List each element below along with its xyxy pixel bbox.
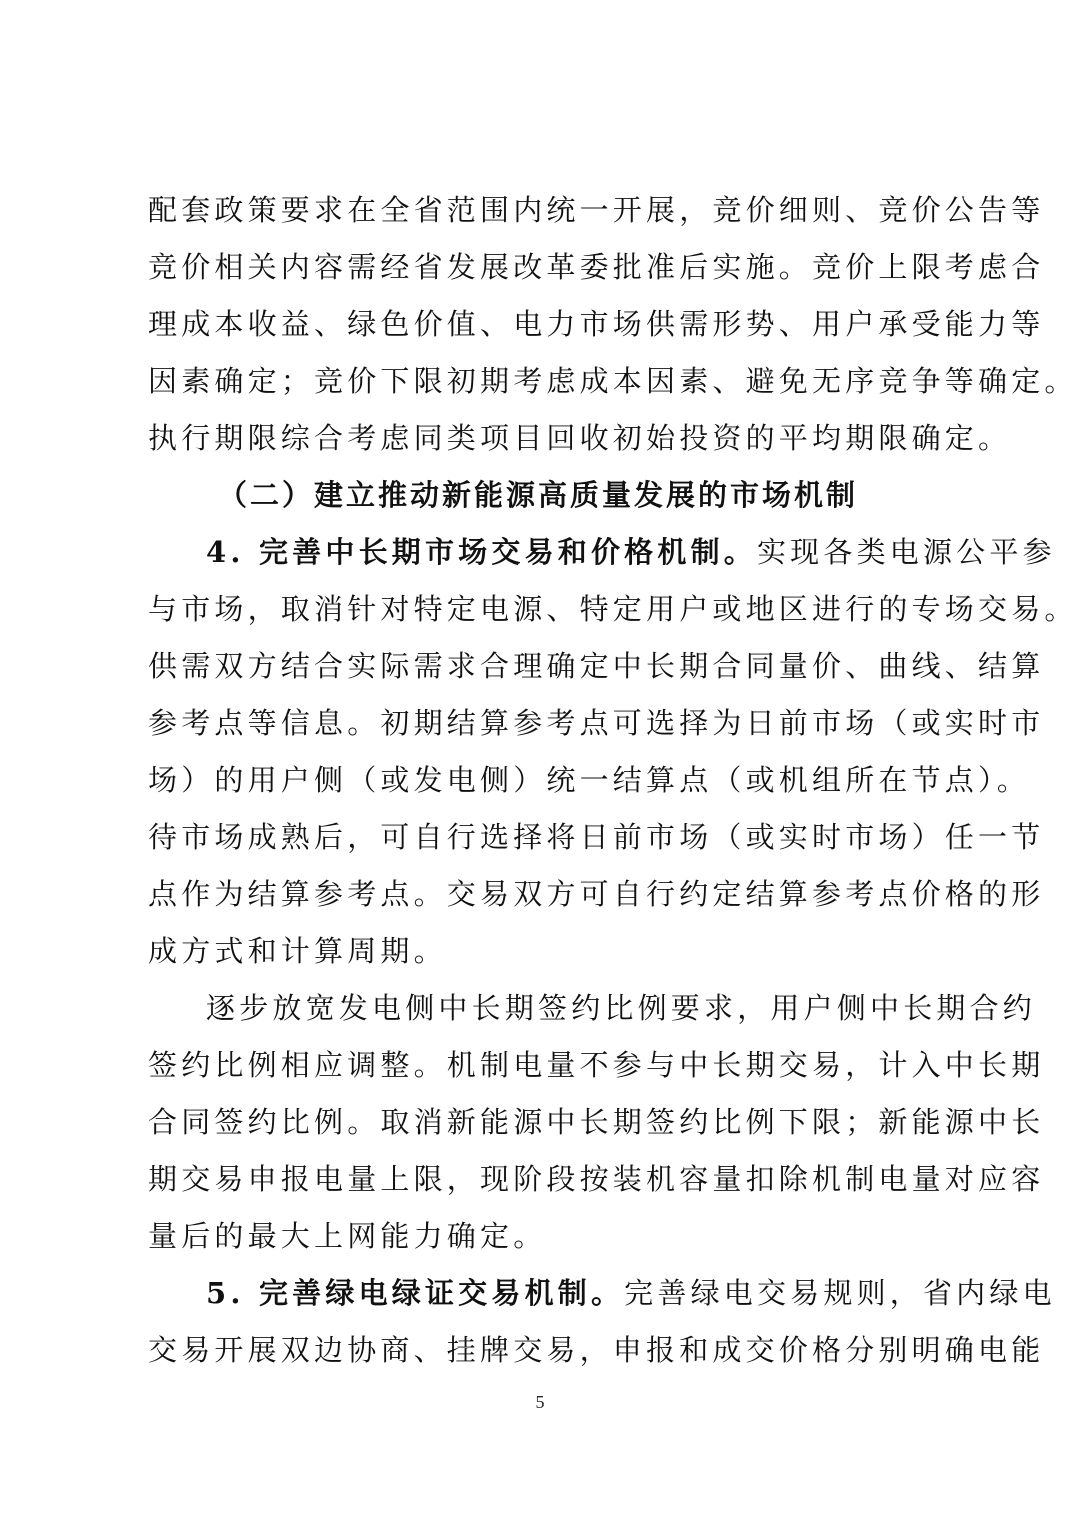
text-line: 场）的用户侧（或发电侧）统一结算点（或机组所在节点）。 <box>148 763 1030 797</box>
text-line: 理成本收益、绿色价值、电力市场供需形势、用户承受能力等 <box>148 307 1045 341</box>
text-line: 待市场成熟后，可自行选择将日前市场（或实时市场）任一节 <box>148 820 1045 854</box>
page-number: 5 <box>535 1392 545 1412</box>
text-line: 执行期限综合考虑同类项目回收初始投资的平均期限确定。 <box>148 421 1012 455</box>
contract-paragraph-first-line: 逐步放宽发电侧中长期签约比例要求，用户侧中长期合约 <box>206 991 1037 1025</box>
item5-first-line <box>148 1265 1056 1322</box>
item4-first-line-rest: 实现各类电源公平参 <box>756 535 1056 569</box>
text-line: 配套政策要求在全省范围内统一开展，竞价细则、竞价公告等 <box>148 193 1045 227</box>
text-line: 点作为结算参考点。交易双方可自行约定结算参考点价格的形 <box>148 877 1045 911</box>
item5-first-line-rest: 完善绿电交易规则，省内绿电 <box>624 1276 1056 1310</box>
item5-title: 5. 完善绿电绿证交易机制。 <box>206 1276 625 1310</box>
text-line: 因素确定；竞价下限初期考虑成本因素、避免无序竞争等确定。 <box>148 364 1078 398</box>
item4-first-line <box>148 524 1056 581</box>
text-line: 参考点等信息。初期结算参考点可选择为日前市场（或实时市 <box>148 706 1045 740</box>
text-line: 量后的最大上网能力确定。 <box>148 1219 547 1253</box>
body-text <box>148 182 1078 1379</box>
text-line: 供需双方结合实际需求合理确定中长期合同量价、曲线、结算 <box>148 649 1045 683</box>
item4-title: 4. 完善中长期市场交易和价格机制。 <box>206 535 757 569</box>
text-line: 竞价相关内容需经省发展改革委批准后实施。竞价上限考虑合 <box>148 250 1045 284</box>
text-line: 期交易申报电量上限，现阶段按装机容量扣除机制电量对应容 <box>148 1162 1045 1196</box>
text-line: 合同签约比例。取消新能源中长期签约比例下限；新能源中长 <box>148 1105 1045 1139</box>
text-line: 签约比例相应调整。机制电量不参与中长期交易，计入中长期 <box>148 1048 1045 1082</box>
text-line: 成方式和计算周期。 <box>148 934 447 968</box>
text-line: 交易开展双边协商、挂牌交易，申报和成交价格分别明确电能 <box>148 1333 1045 1367</box>
text-line: 与市场，取消针对特定电源、特定用户或地区进行的专场交易。 <box>148 592 1078 626</box>
section-heading: （二）建立推动新能源高质量发展的市场机制 <box>218 478 859 512</box>
